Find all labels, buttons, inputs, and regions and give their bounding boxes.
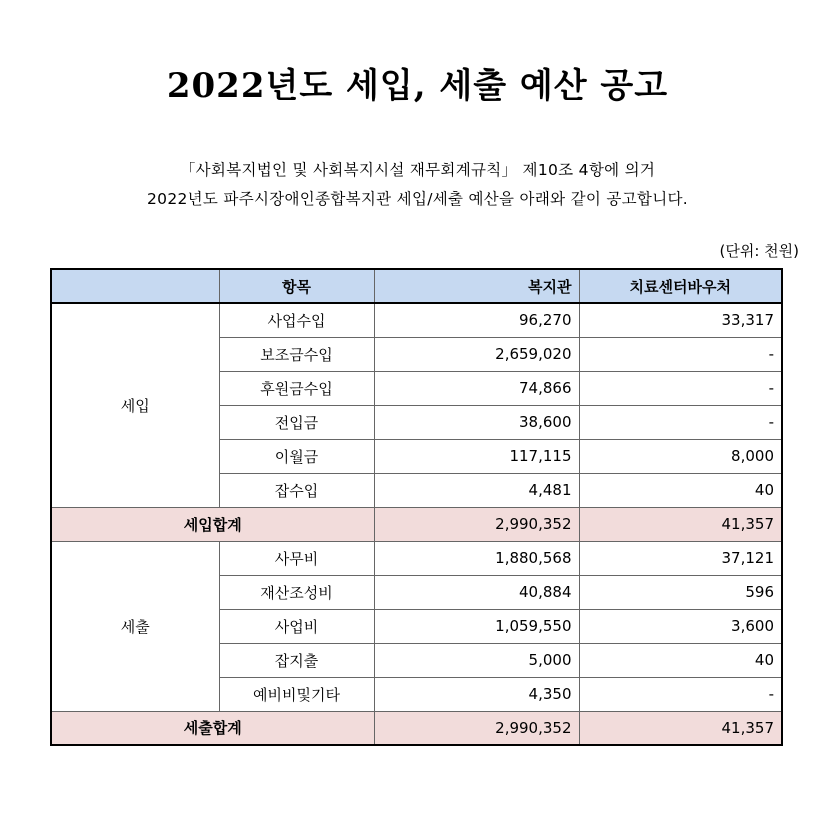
expense-total-label: 세출합계 [51, 711, 374, 745]
row-voucher: - [579, 677, 782, 711]
row-welfare: 4,481 [374, 473, 579, 507]
row-welfare: 117,115 [374, 439, 579, 473]
row-item: 예비비및기타 [219, 677, 374, 711]
revenue-total-row [51, 507, 782, 541]
header-welfare: 복지관 [374, 269, 579, 303]
row-item: 후원금수입 [219, 371, 374, 405]
table-row [51, 303, 782, 337]
row-welfare: 5,000 [374, 643, 579, 677]
row-voucher: 8,000 [579, 439, 782, 473]
row-welfare: 1,880,568 [374, 541, 579, 575]
row-welfare: 40,884 [374, 575, 579, 609]
row-voucher: - [579, 405, 782, 439]
row-welfare: 1,059,550 [374, 609, 579, 643]
row-voucher: 596 [579, 575, 782, 609]
revenue-total-voucher: 41,357 [579, 507, 782, 541]
expense-total-voucher: 41,357 [579, 711, 782, 745]
expense-total-welfare: 2,990,352 [374, 711, 579, 745]
row-welfare: 74,866 [374, 371, 579, 405]
revenue-label: 세입 [51, 303, 219, 507]
page-title: 2022년도 세입, 세출 예산 공고 [166, 66, 669, 106]
revenue-total-label: 세입합계 [51, 507, 374, 541]
row-item: 보조금수입 [219, 337, 374, 371]
row-welfare: 38,600 [374, 405, 579, 439]
row-item: 사업수입 [219, 303, 374, 337]
row-item: 사무비 [219, 541, 374, 575]
row-item: 이월금 [219, 439, 374, 473]
row-item: 잡수입 [219, 473, 374, 507]
table-header-row [51, 269, 782, 303]
revenue-total-welfare: 2,990,352 [374, 507, 579, 541]
header-category [51, 269, 219, 303]
unit-label: (단위: 천원) [719, 242, 799, 260]
row-item: 잡지출 [219, 643, 374, 677]
row-item: 전입금 [219, 405, 374, 439]
row-item: 사업비 [219, 609, 374, 643]
expense-label: 세출 [51, 541, 219, 711]
row-voucher: 37,121 [579, 541, 782, 575]
row-voucher: 40 [579, 473, 782, 507]
row-voucher: - [579, 371, 782, 405]
row-voucher: 40 [579, 643, 782, 677]
row-item: 재산조성비 [219, 575, 374, 609]
intro-line-1: 「사회복지법인 및 사회복지시설 재무회계규칙」 제10조 4항에 의거 [179, 161, 656, 179]
row-welfare: 96,270 [374, 303, 579, 337]
row-voucher: 3,600 [579, 609, 782, 643]
row-voucher: 33,317 [579, 303, 782, 337]
intro-line-2: 2022년도 파주시장애인종합복지관 세입/세출 예산을 아래와 같이 공고합니다. [147, 190, 688, 208]
budget-table [50, 268, 783, 746]
table-row [51, 541, 782, 575]
header-voucher: 치료센터바우처 [579, 269, 782, 303]
row-voucher: - [579, 337, 782, 371]
row-welfare: 4,350 [374, 677, 579, 711]
header-item: 항목 [219, 269, 374, 303]
expense-total-row [51, 711, 782, 745]
row-welfare: 2,659,020 [374, 337, 579, 371]
